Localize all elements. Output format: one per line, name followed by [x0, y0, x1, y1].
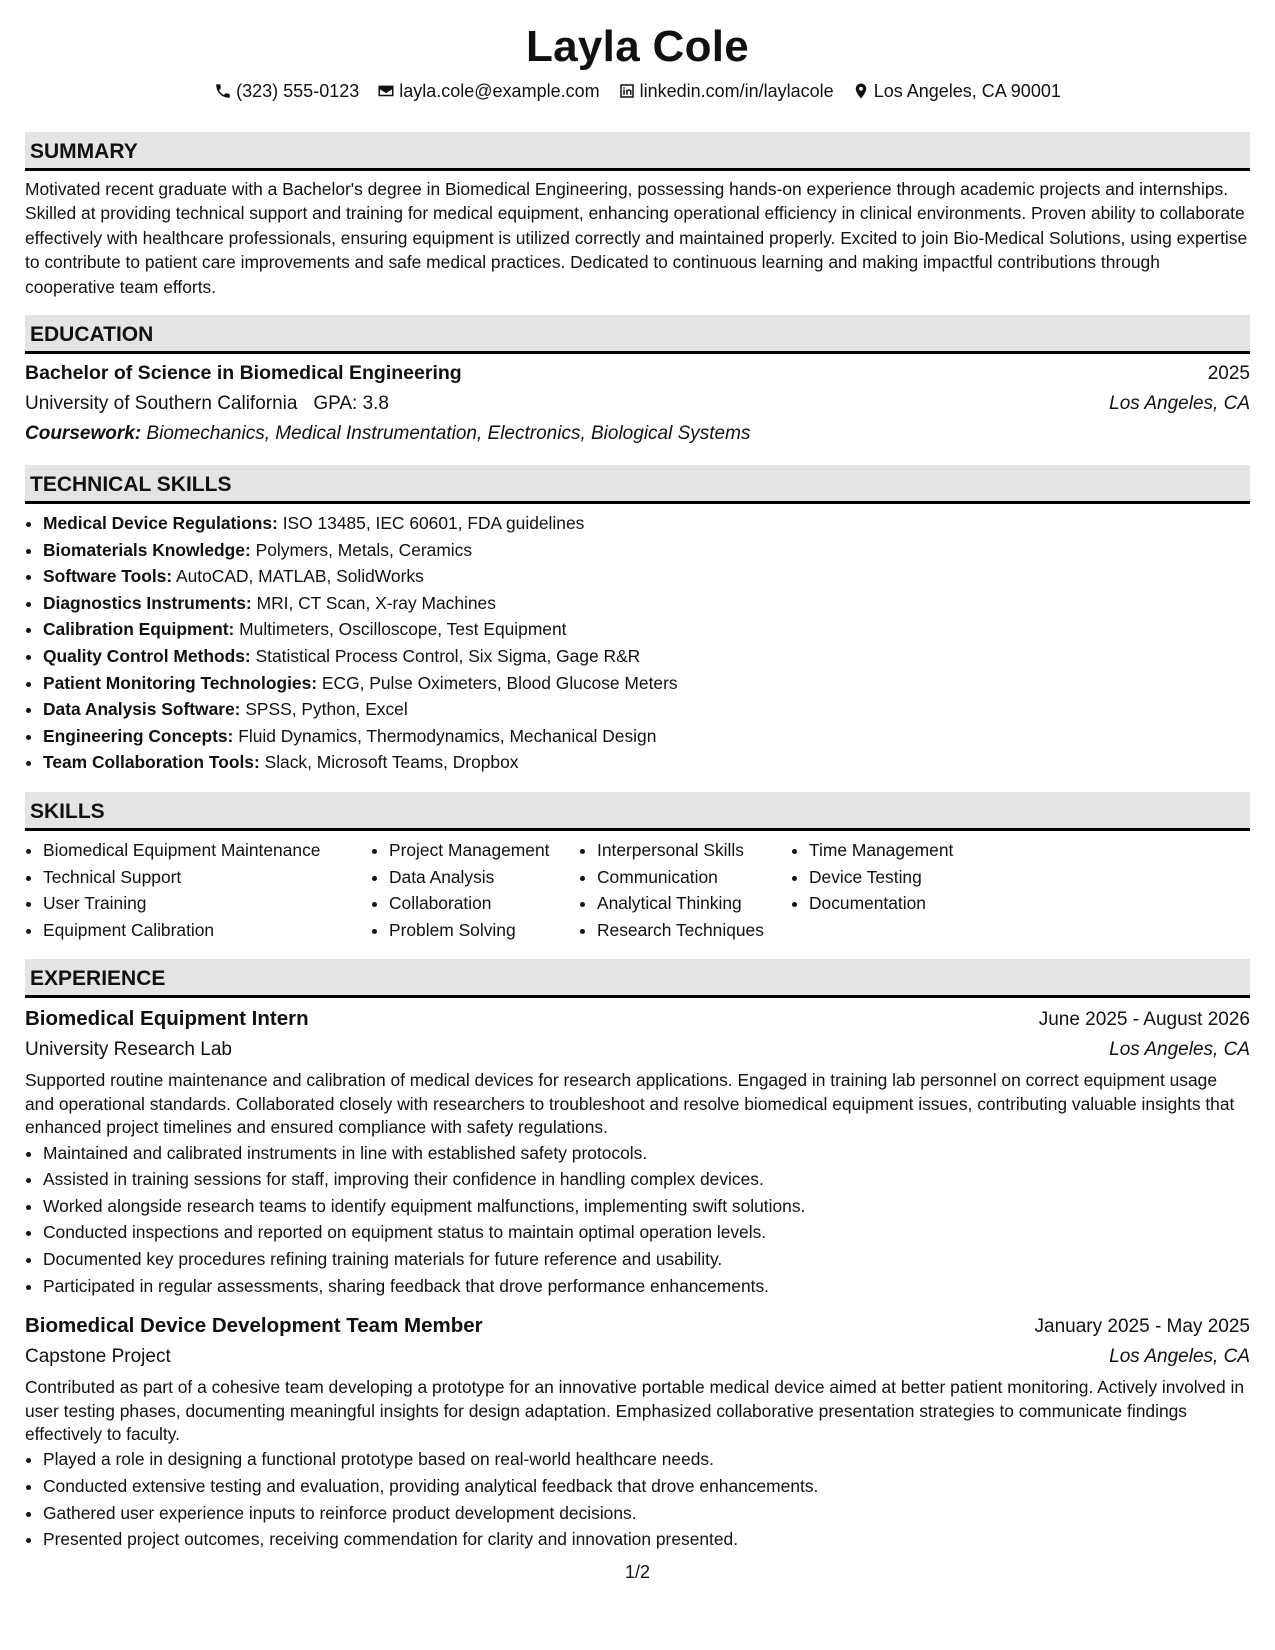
phone-icon: [214, 82, 232, 100]
list-item: • Conducted inspections and reported on equipment status to maintain optimal operation levels.: [43, 1219, 1250, 1246]
list-item: [43, 696, 1250, 723]
skill-values: MRI, CT Scan, X-ray Machines: [256, 592, 496, 613]
list-item: • Equipment Calibration: [43, 917, 371, 944]
list-item: [43, 643, 1250, 670]
contact-phone: [214, 78, 359, 104]
skill-values: AutoCAD, MATLAB, SolidWorks: [176, 566, 424, 587]
skill-values: SPSS, Python, Excel: [245, 699, 408, 720]
section-title-summary: SUMMARY: [25, 132, 1250, 171]
skills-column: [25, 837, 371, 943]
skill-values: Polymers, Metals, Ceramics: [255, 539, 473, 560]
list-item: • Research Techniques: [597, 917, 791, 944]
section-title-technical-skills: TECHNICAL SKILLS: [25, 465, 1250, 504]
graduation-year: 2025: [1207, 363, 1250, 385]
school-location: Los Angeles, CA: [1109, 393, 1250, 415]
list-item: • Device Testing: [809, 864, 1009, 891]
school-line: [25, 389, 389, 419]
coursework-list: Biomechanics, Medical Instrumentation, Electronics, Biological Systems: [146, 423, 751, 445]
job-title: Biomedical Device Development Team Member: [25, 1314, 483, 1338]
skill-category: Team Collaboration Tools:: [43, 752, 260, 773]
job-title: Biomedical Equipment Intern: [25, 1007, 309, 1031]
location-text: Los Angeles, CA 90001: [873, 81, 1061, 101]
list-item: • Interpersonal Skills: [597, 837, 791, 864]
job-company: Capstone Project: [25, 1346, 171, 1368]
list-item: • Project Management: [389, 837, 579, 864]
list-item: • Documentation: [809, 890, 1009, 917]
skill-category: Data Analysis Software:: [43, 699, 241, 720]
page-number: 1/2: [624, 1562, 651, 1582]
list-item: • Maintained and calibrated instruments in line with established safety protocols.: [43, 1140, 1250, 1167]
list-item: • Analytical Thinking: [597, 890, 791, 917]
list-item: • Worked alongside research teams to identify equipment malfunctions, implementing swift solutions.: [43, 1193, 1250, 1220]
list-item: • Participated in regular assessments, sharing feedback that drove performance enhancements.: [43, 1273, 1250, 1300]
job-company: University Research Lab: [25, 1039, 232, 1061]
email-link[interactable]: layla.cole@example.com: [399, 81, 600, 101]
list-item: • Technical Support: [43, 864, 371, 891]
list-item: • Data Analysis: [389, 864, 579, 891]
contact-linkedin[interactable]: [618, 78, 834, 104]
job-description: Supported routine maintenance and calibration of medical devices for research applications. Engaged in training lab personnel on correct equipment usage and operational standards. Collaborated closely with researchers to troubleshoot and resolve biomedical equipment issues, contributing valuable insights that enhanced project timelines and ensured compliance with safety regulations.: [25, 1070, 1235, 1138]
section-title-education: EDUCATION: [25, 315, 1250, 354]
skill-values: Statistical Process Control, Six Sigma, Gage R&R: [255, 646, 641, 666]
skills-column: [791, 837, 1009, 943]
job-location: Los Angeles, CA: [1109, 1039, 1250, 1061]
skill-category: Diagnostics Instruments:: [43, 592, 252, 613]
list-item: [43, 537, 1250, 564]
coursework-label: Coursework:: [25, 423, 142, 445]
list-item: • Biomedical Equipment Maintenance: [43, 837, 371, 864]
skills-column: [579, 837, 791, 943]
linkedin-link[interactable]: linkedin.com/in/laylacole: [639, 81, 834, 101]
candidate-name: Layla Cole: [525, 22, 750, 71]
skill-values: Multimeters, Oscilloscope, Test Equipment: [239, 619, 567, 640]
list-item: • Collaboration: [389, 890, 579, 917]
skills-grid: [25, 837, 1250, 943]
list-item: [43, 510, 1250, 537]
list-item: • Documented key procedures refining training materials for future reference and usability.: [43, 1246, 1250, 1273]
skill-values: Slack, Microsoft Teams, Dropbox: [264, 752, 519, 773]
experience-section: [25, 959, 1250, 1552]
skill-values: ECG, Pulse Oximeters, Blood Glucose Meters: [321, 672, 678, 693]
skill-category: Calibration Equipment:: [43, 619, 235, 640]
skill-category: Medical Device Regulations:: [43, 513, 278, 534]
skill-category: Patient Monitoring Technologies:: [43, 672, 318, 693]
list-item: [43, 749, 1250, 776]
phone-text: (323) 555-0123: [236, 81, 360, 101]
list-item: • Played a role in designing a functional prototype based on real-world healthcare needs.: [43, 1446, 1250, 1473]
skill-values: Fluid Dynamics, Thermodynamics, Mechanical Design: [238, 725, 657, 746]
job-description: Contributed as part of a cohesive team developing a prototype for an innovative portable medical device aimed at better patient monitoring. Actively involved in user testing phases, documenting meaningful insights for design adaptation. Emphasized collaborative presentation strategies to communicate findings effectively to faculty.: [25, 1377, 1245, 1444]
school-name: University of Southern California: [25, 393, 298, 415]
list-item: • Assisted in training sessions for staff, improving their confidence in handling complex devices.: [43, 1166, 1250, 1193]
skill-category: Quality Control Methods:: [43, 646, 251, 666]
list-item: • Communication: [597, 864, 791, 891]
list-item: • Time Management: [809, 837, 1009, 864]
technical-skills-list: [25, 510, 1250, 776]
job-dates: January 2025 - May 2025: [1034, 1316, 1250, 1338]
job-bullets: [25, 1446, 1250, 1552]
contact-location: [852, 78, 1061, 104]
list-item: • Conducted extensive testing and evaluation, providing analytical feedback that drove enhancements.: [43, 1473, 1250, 1500]
list-item: • Problem Solving: [389, 917, 579, 944]
list-item: • Presented project outcomes, receiving commendation for clarity and innovation presented.: [43, 1526, 1250, 1553]
list-item: [43, 723, 1250, 750]
list-item: [43, 616, 1250, 643]
section-title-experience: EXPERIENCE: [25, 959, 1250, 998]
resume-page: [25, 20, 1250, 1553]
section-title-skills: SKILLS: [25, 792, 1250, 831]
education-section: [25, 315, 1250, 449]
linkedin-icon: [618, 82, 636, 100]
envelope-icon: [377, 82, 395, 100]
skills-section: [25, 792, 1250, 943]
job-dates: June 2025 - August 2026: [1038, 1009, 1250, 1031]
degree-title: Bachelor of Science in Biomedical Engineering: [25, 362, 462, 385]
summary-section: [25, 132, 1250, 299]
job-entry: [25, 1311, 1250, 1553]
contact-email[interactable]: [377, 78, 599, 104]
list-item: • Gathered user experience inputs to reinforce product development decisions.: [43, 1500, 1250, 1527]
skills-column: [371, 837, 579, 943]
coursework-line: [25, 419, 1250, 449]
map-pin-icon: [852, 82, 870, 100]
list-item: [43, 670, 1250, 697]
job-entry: [25, 1004, 1250, 1299]
skill-values: ISO 13485, IEC 60601, FDA guidelines: [282, 513, 585, 534]
job-location: Los Angeles, CA: [1109, 1346, 1250, 1368]
summary-text: Motivated recent graduate with a Bachelor's degree in Biomedical Engineering, possessing hands-on experience through academic projects and internships. Skilled at providing technical support and training for medical equipment, enhancing operational efficiency in clinical environments. Proven ability to collaborate effectively with healthcare professionals, ensuring equipment is utilized correctly and maintained properly. Excited to join Bio-Medical Solutions, using expertise to contribute to patient care improvements and safe medical practices. Dedicated to continuous learning and making impactful contributions through cooperative team efforts.: [25, 179, 1248, 297]
technical-skills-section: [25, 465, 1250, 776]
list-item: • User Training: [43, 890, 371, 917]
skill-category: Engineering Concepts:: [43, 725, 234, 746]
gpa: GPA: 3.8: [313, 393, 389, 415]
skill-category: Biomaterials Knowledge:: [43, 539, 251, 560]
skill-category: Software Tools:: [43, 566, 173, 587]
job-bullets: [25, 1140, 1250, 1300]
list-item: [43, 563, 1250, 590]
contact-bar: [25, 78, 1250, 104]
list-item: [43, 590, 1250, 617]
